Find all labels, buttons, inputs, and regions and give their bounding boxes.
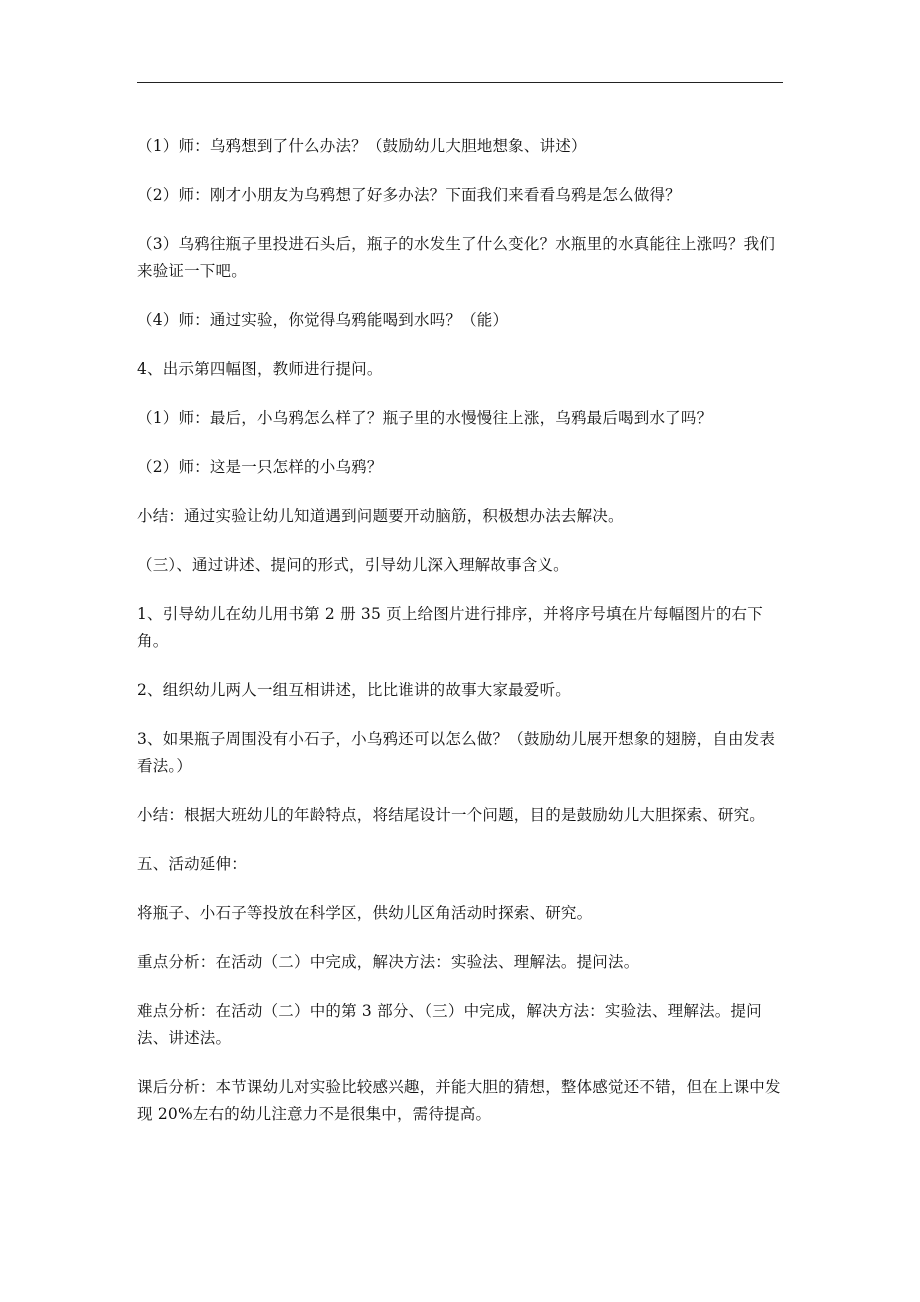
paragraph-q1-method: （1）师：乌鸦想到了什么办法？（鼓励幼儿大胆地想象、讲述）	[137, 137, 587, 155]
paragraph-q2-how: （2）师：刚才小朋友为乌鸦想了好多办法？下面我们来看看乌鸦是怎么做得？	[137, 186, 681, 204]
paragraph-extension: 将瓶子、小石子等投放在科学区，供幼儿区角活动时探索、研究。	[137, 904, 593, 922]
paragraph-q3-water-change: （3）乌鸦往瓶子里投进石头后，瓶子的水发生了什么变化？水瓶里的水真能往上涨吗？我们来验证一下吧。	[137, 235, 776, 280]
paragraph-item-2-pairs: 2、组织幼儿两人一组互相讲述，比比谁讲的故事大家最爱听。	[137, 681, 571, 699]
paragraph-post-lesson-analysis: 课后分析：本节课幼儿对实验比较感兴趣，并能大胆的猜想，整体感觉还不错，但在上课中发现 20%左右的幼儿注意力不是很集中，需待提高。	[137, 1078, 781, 1123]
paragraph-q2-what-crow: （2）师：这是一只怎样的小乌鸦？	[137, 458, 383, 476]
header-rule	[137, 82, 783, 83]
paragraph-section-three: （三）、通过讲述、提问的形式，引导幼儿深入理解故事含义。	[137, 556, 569, 574]
paragraph-summary-2: 小结：根据大班幼儿的年龄特点，将结尾设计一个问题，目的是鼓励幼儿大胆探索、研究。	[137, 806, 766, 824]
paragraph-summary-1: 小结：通过实验让幼儿知道遇到问题要开动脑筋，积极想办法去解决。	[137, 507, 624, 525]
paragraph-item-3-no-stones: 3、如果瓶子周围没有小石子，小乌鸦还可以怎么做？（鼓励幼儿展开想象的翅膀，自由发表看法。）	[137, 730, 776, 775]
paragraph-key-points: 重点分析：在活动（二）中完成，解决方法：实验法、理解法。提问法。	[137, 953, 640, 971]
paragraph-q4-experiment: （4）师：通过实验，你觉得乌鸦能喝到水吗？（能）	[137, 311, 509, 329]
paragraph-step4-fourth-image: 4、出示第四幅图，教师进行提问。	[137, 360, 383, 378]
paragraph-item-1-ordering: 1、引导幼儿在幼儿用书第 2 册 35 页上给图片进行排序，并将序号填在片每幅图片的右下角。	[137, 605, 763, 650]
document-body	[137, 133, 787, 1150]
paragraph-difficult-points: 难点分析：在活动（二）中的第 3 部分、（三）中完成，解决方法：实验法、理解法。提问法、讲述法。	[137, 1002, 762, 1047]
paragraph-section-five-heading: 五、活动延伸：	[137, 855, 247, 873]
paragraph-q1-finally: （1）师：最后，小乌鸦怎么样了？瓶子里的水慢慢往上涨，乌鸦最后喝到水了吗？	[137, 409, 713, 427]
